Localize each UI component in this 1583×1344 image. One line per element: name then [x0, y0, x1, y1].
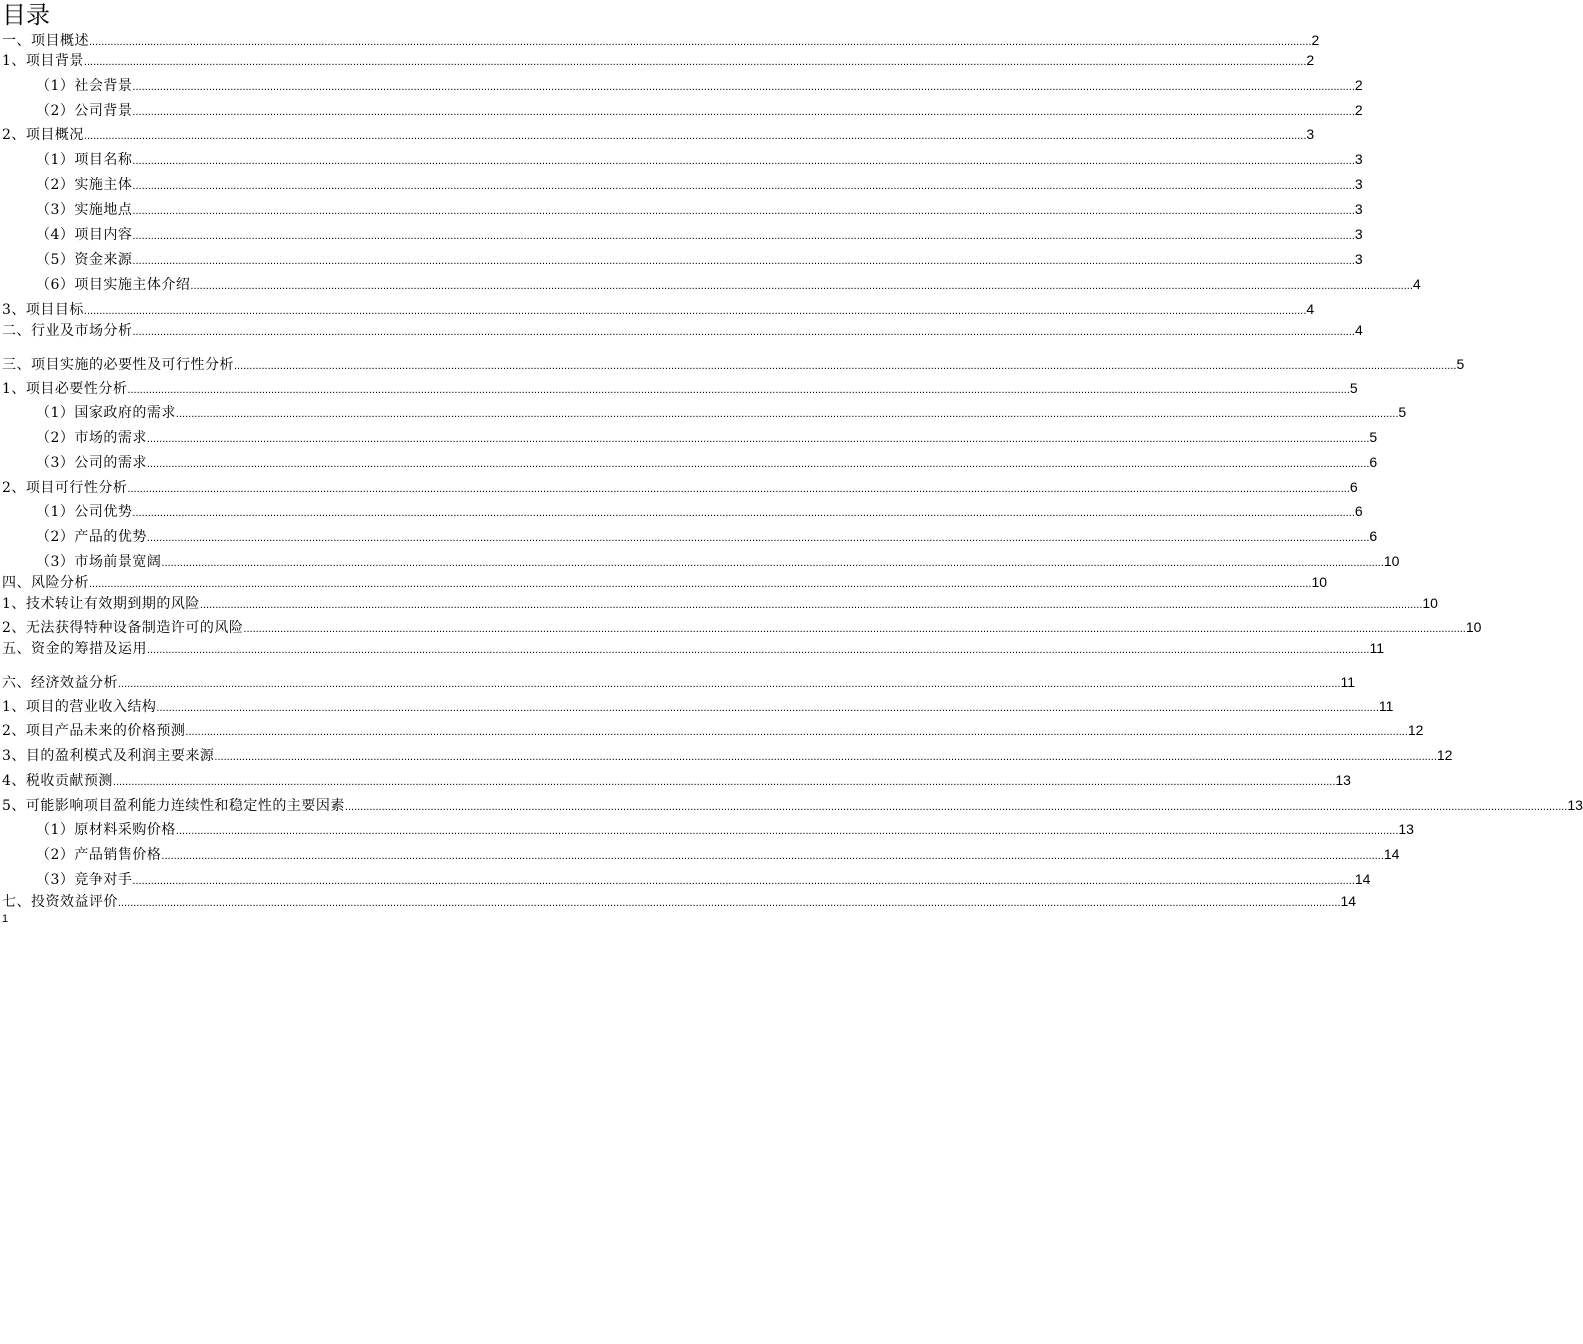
toc-entry[interactable]	[36, 526, 1378, 546]
toc-dot-leader: ................................................................................................................................................................................................................................................................................................................................................................................................................	[161, 557, 1384, 569]
toc-entry-page: 14	[1340, 893, 1357, 909]
toc-entry-page: 13	[1567, 797, 1583, 813]
toc-entry-title: 2、项目产品未来的价格预测	[2, 723, 186, 739]
toc-entry[interactable]	[36, 402, 1407, 422]
toc-entry-page: 3	[1354, 251, 1363, 267]
toc-entry-title: （1）原材料采购价格	[36, 822, 176, 838]
toc-dot-leader: ................................................................................................................................................................................................................................................................................................................................................................................................................	[147, 644, 1370, 656]
toc-entry[interactable]	[36, 100, 1363, 120]
page-title: 目录	[2, 1, 50, 29]
toc-entry-page: 4	[1412, 276, 1421, 292]
toc-entry[interactable]	[2, 299, 1315, 319]
toc-dot-leader: ................................................................................................................................................................................................................................................................................................................................................................................................................	[132, 326, 1355, 338]
toc-entry[interactable]	[36, 274, 1421, 294]
toc-dot-leader: ................................................................................................................................................................................................................................................................................................................................................................................................................	[118, 897, 1341, 909]
toc-dot-leader: ................................................................................................................................................................................................................................................................................................................................................................................................................	[132, 507, 1355, 519]
toc-dot-leader: ................................................................................................................................................................................................................................................................................................................................................................................................................	[161, 850, 1384, 862]
toc-entry[interactable]	[2, 638, 1385, 658]
toc-entry-page: 2	[1311, 32, 1320, 48]
toc-dot-leader: ................................................................................................................................................................................................................................................................................................................................................................................................................	[83, 56, 1307, 68]
toc-entry-page: 6	[1349, 479, 1358, 495]
toc-entry-page: 14	[1354, 871, 1371, 887]
toc-entry-page: 3	[1354, 201, 1363, 217]
toc-entry-page: 10	[1311, 574, 1328, 590]
toc-entry[interactable]	[2, 672, 1356, 692]
toc-entry-title: 5、可能影响项目盈利能力连续性和稳定性的主要因素	[2, 798, 345, 814]
toc-entry[interactable]	[2, 378, 1358, 398]
toc-entry[interactable]	[2, 354, 1465, 374]
toc-entry-title: 1、项目必要性分析	[2, 381, 128, 397]
toc-entry-title: 1、技术转让有效期到期的风险	[2, 596, 200, 612]
toc-entry-title: 4、税收贡献预测	[2, 773, 113, 789]
toc-entry-title: （3）实施地点	[36, 202, 133, 218]
toc-entry-title: （4）项目内容	[36, 227, 133, 243]
toc-entry-title: （1）项目名称	[36, 152, 133, 168]
toc-entry-page: 11	[1378, 698, 1394, 714]
toc-entry-page: 6	[1354, 503, 1363, 519]
toc-entry-page: 10	[1422, 595, 1438, 611]
toc-entry[interactable]	[36, 427, 1378, 447]
toc-entry-page: 10	[1465, 619, 1482, 635]
toc-dot-leader: ................................................................................................................................................................................................................................................................................................................................................................................................................	[112, 776, 1336, 788]
toc-entry-title: 3、目的盈利模式及利润主要来源	[2, 748, 215, 764]
toc-entry[interactable]	[36, 149, 1363, 169]
toc-dot-leader: ................................................................................................................................................................................................................................................................................................................................................................................................................	[127, 483, 1350, 495]
toc-entry-title: （5）资金来源	[36, 252, 133, 268]
toc-entry[interactable]	[2, 593, 1438, 613]
toc-entry-page: 3	[1354, 226, 1363, 242]
toc-entry-title: 2、无法获得特种设备制造许可的风险	[2, 620, 244, 636]
toc-dot-leader: ................................................................................................................................................................................................................................................................................................................................................................................................................	[243, 623, 1466, 635]
toc-dot-leader: ................................................................................................................................................................................................................................................................................................................................................................................................................	[89, 36, 1312, 48]
toc-entry[interactable]	[36, 869, 1371, 889]
toc-dot-leader: ................................................................................................................................................................................................................................................................................................................................................................................................................	[83, 305, 1307, 317]
toc-entry-page: 5	[1369, 429, 1378, 445]
toc-entry[interactable]	[2, 50, 1315, 70]
toc-dot-leader: ................................................................................................................................................................................................................................................................................................................................................................................................................	[132, 255, 1355, 267]
toc-entry[interactable]	[36, 819, 1414, 839]
toc-entry-page: 5	[1398, 404, 1407, 420]
toc-entry-title: （2）市场的需求	[36, 430, 147, 446]
toc-entry-page: 6	[1369, 454, 1378, 470]
toc-entry-title: 三、项目实施的必要性及可行性分析	[2, 357, 234, 373]
toc-entry-page: 2	[1354, 77, 1363, 93]
toc-entry[interactable]	[2, 745, 1453, 765]
toc-entry-page: 12	[1436, 747, 1453, 763]
toc-entry-page: 12	[1407, 722, 1424, 738]
toc-dot-leader: ................................................................................................................................................................................................................................................................................................................................................................................................................	[127, 384, 1350, 396]
toc-dot-leader: ................................................................................................................................................................................................................................................................................................................................................................................................................	[132, 205, 1355, 217]
toc-entry-page: 11	[1340, 674, 1356, 690]
toc-dot-leader: ................................................................................................................................................................................................................................................................................................................................................................................................................	[146, 532, 1370, 544]
toc-entry-title: （3）公司的需求	[36, 455, 147, 471]
toc-entry[interactable]	[2, 30, 1320, 50]
toc-dot-leader: ................................................................................................................................................................................................................................................................................................................................................................................................................	[214, 751, 1437, 763]
toc-entry[interactable]	[2, 572, 1328, 592]
toc-entry[interactable]	[36, 224, 1363, 244]
toc-entry-title: 2、项目可行性分析	[2, 480, 128, 496]
toc-dot-leader: ................................................................................................................................................................................................................................................................................................................................................................................................................	[132, 81, 1355, 93]
toc-entry[interactable]	[36, 452, 1378, 472]
toc-entry-title: （2）公司背景	[36, 103, 133, 119]
toc-entry-page: 14	[1383, 846, 1400, 862]
toc-entry-page: 10	[1383, 553, 1400, 569]
toc-dot-leader: ................................................................................................................................................................................................................................................................................................................................................................................................................	[132, 155, 1355, 167]
toc-entry-title: 1、项目背景	[2, 53, 84, 69]
toc-dot-leader: ................................................................................................................................................................................................................................................................................................................................................................................................................	[89, 578, 1312, 590]
toc-dot-leader: ................................................................................................................................................................................................................................................................................................................................................................................................................	[132, 230, 1355, 242]
toc-entry-title: 五、资金的筹措及运用	[2, 641, 147, 657]
toc-entry-page: 6	[1369, 528, 1378, 544]
toc-entry[interactable]	[2, 477, 1358, 497]
toc-entry[interactable]	[2, 891, 1357, 911]
toc-dot-leader: ................................................................................................................................................................................................................................................................................................................................................................................................................	[132, 180, 1355, 192]
toc-entry-title: （6）项目实施主体介绍	[36, 277, 191, 293]
toc-dot-leader: ................................................................................................................................................................................................................................................................................................................................................................................................................	[234, 360, 1457, 372]
toc-entry-title: 3、项目目标	[2, 302, 84, 318]
toc-entry[interactable]	[36, 249, 1363, 269]
toc-entry[interactable]	[2, 696, 1394, 716]
toc-dot-leader: ................................................................................................................................................................................................................................................................................................................................................................................................................	[185, 726, 1408, 738]
toc-dot-leader: ................................................................................................................................................................................................................................................................................................................................................................................................................	[175, 408, 1399, 420]
toc-entry-title: （2）产品销售价格	[36, 847, 162, 863]
toc-dot-leader: ................................................................................................................................................................................................................................................................................................................................................................................................................	[83, 130, 1307, 142]
toc-dot-leader: ................................................................................................................................................................................................................................................................................................................................................................................................................	[132, 106, 1355, 118]
toc-entry[interactable]	[2, 124, 1315, 144]
toc-entry-title: 四、风险分析	[2, 575, 89, 591]
toc-dot-leader: ................................................................................................................................................................................................................................................................................................................................................................................................................	[156, 702, 1379, 714]
toc-entry-title: 二、行业及市场分析	[2, 323, 133, 339]
toc-entry[interactable]	[36, 551, 1400, 571]
toc-entry-page: 2	[1354, 102, 1363, 118]
toc-entry-title: 七、投资效益评价	[2, 894, 118, 910]
toc-entry-title: （1）国家政府的需求	[36, 405, 176, 421]
toc-entry-page: 2	[1306, 52, 1315, 68]
toc-entry[interactable]	[36, 75, 1363, 95]
toc-dot-leader: ................................................................................................................................................................................................................................................................................................................................................................................................................	[146, 458, 1370, 470]
toc-entry-title: 一、项目概述	[2, 33, 89, 49]
toc-entry[interactable]	[2, 320, 1363, 340]
toc-dot-leader: ................................................................................................................................................................................................................................................................................................................................................................................................................	[146, 433, 1370, 445]
toc-entry-page: 13	[1335, 772, 1351, 788]
toc-entry-page: 3	[1354, 176, 1363, 192]
toc-dot-leader: ................................................................................................................................................................................................................................................................................................................................................................................................................	[344, 801, 1568, 813]
toc-entry-page: 3	[1306, 126, 1315, 142]
toc-entry[interactable]	[2, 795, 1583, 815]
toc-entry-title: 2、项目概况	[2, 127, 84, 143]
toc-entry-page: 11	[1369, 640, 1385, 656]
toc-dot-leader: ................................................................................................................................................................................................................................................................................................................................................................................................................	[118, 678, 1341, 690]
toc-entry-title: （1）社会背景	[36, 78, 133, 94]
toc-entry[interactable]	[2, 617, 1482, 637]
toc-entry-title: （3）竞争对手	[36, 872, 133, 888]
toc-dot-leader: ................................................................................................................................................................................................................................................................................................................................................................................................................	[190, 280, 1413, 292]
toc-entry[interactable]	[36, 501, 1363, 521]
toc-entry-title: （3）市场前景宽阔	[36, 554, 162, 570]
toc-dot-leader: ................................................................................................................................................................................................................................................................................................................................................................................................................	[199, 599, 1423, 611]
toc-entry-title: （2）产品的优势	[36, 529, 147, 545]
toc-entry[interactable]	[2, 770, 1351, 790]
page-number: 1	[2, 913, 9, 925]
toc-entry[interactable]	[36, 174, 1363, 194]
toc-entry-title: （1）公司优势	[36, 504, 133, 520]
toc-entry-title: 1、项目的营业收入结构	[2, 699, 157, 715]
toc-entry-page: 4	[1306, 301, 1315, 317]
toc-entry-page: 5	[1456, 356, 1465, 372]
toc-entry-title: 六、经济效益分析	[2, 675, 118, 691]
toc-entry-title: （2）实施主体	[36, 177, 133, 193]
toc-entry-page: 5	[1349, 380, 1358, 396]
toc-entry[interactable]	[2, 720, 1424, 740]
toc-dot-leader: ................................................................................................................................................................................................................................................................................................................................................................................................................	[132, 875, 1355, 887]
toc-entry-page: 4	[1354, 322, 1363, 338]
toc-entry-page: 13	[1398, 821, 1414, 837]
toc-entry[interactable]	[36, 199, 1363, 219]
toc-entry[interactable]	[36, 844, 1400, 864]
toc-dot-leader: ................................................................................................................................................................................................................................................................................................................................................................................................................	[175, 825, 1399, 837]
toc-entry-page: 3	[1354, 151, 1363, 167]
